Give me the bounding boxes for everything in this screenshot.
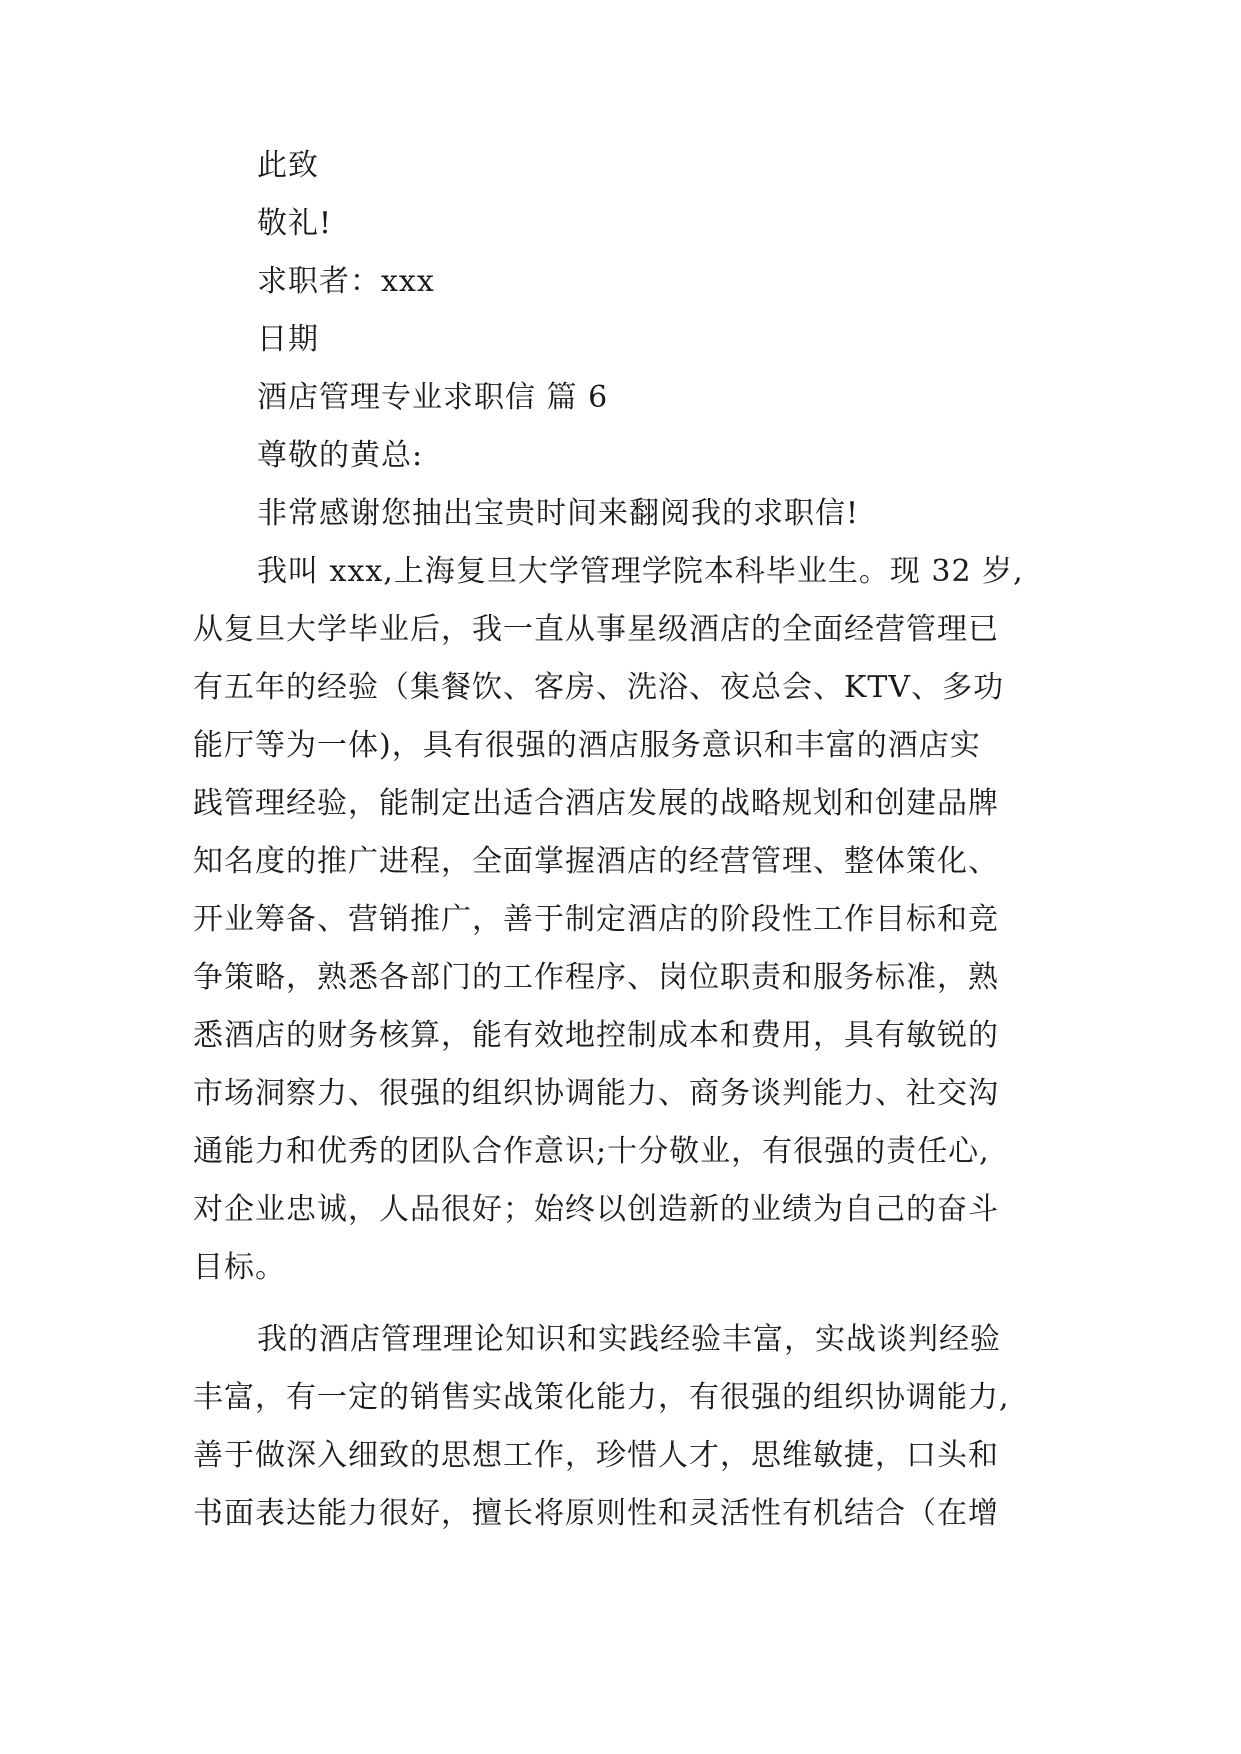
paragraph-line: 能厅等为一体)，具有很强的酒店服务意识和丰富的酒店实: [193, 728, 981, 763]
paragraph-line: 善于做深入细致的思想工作，珍惜人才，思维敏捷，口头和: [193, 1438, 999, 1473]
paragraph-line: 争策略，熟悉各部门的工作程序、岗位职责和服务标准，熟: [193, 960, 999, 995]
paragraph-line: 从复旦大学毕业后，我一直从事星级酒店的全面经营管理已: [193, 612, 999, 647]
paragraph-line: 书面表达能力很好，擅长将原则性和灵活性有机结合（在增: [193, 1496, 999, 1531]
closing-salutation: 此致: [257, 148, 319, 183]
paragraph-line: 悉酒店的财务核算，能有效地控制成本和费用，具有敏锐的: [193, 1018, 999, 1053]
date-line: 日期: [257, 322, 319, 357]
paragraph-line: 对企业忠诚，人品很好；始终以创造新的业绩为自己的奋斗: [193, 1192, 999, 1227]
paragraph-line: 有五年的经验（集餐饮、客房、洗浴、夜总会、KTV、多功: [193, 670, 1005, 705]
paragraph-line: 目标。: [193, 1250, 286, 1285]
paragraph-line: 我叫 xxx,上海复旦大学管理学院本科毕业生。现 32 岁,: [257, 554, 1024, 589]
paragraph-line: 践管理经验，能制定出适合酒店发展的战略规划和创建品牌: [193, 786, 999, 821]
section-title: 酒店管理专业求职信 篇 6: [257, 380, 609, 415]
signature-line: 求职者：xxx: [257, 264, 435, 299]
paragraph-2: [193, 1311, 1053, 1543]
closing-regards: 敬礼!: [257, 206, 333, 241]
paragraph-1: [193, 543, 1053, 1297]
paragraph-line: 我的酒店管理理论知识和实践经验丰富，实战谈判经验: [257, 1322, 1001, 1357]
paragraph-line: 知名度的推广进程，全面掌握酒店的经营管理、整体策化、: [193, 844, 999, 879]
paragraph-line: 市场洞察力、很强的组织协调能力、商务谈判能力、社交沟: [193, 1076, 999, 1111]
document-body: [193, 137, 1053, 1543]
thanks-line: 非常感谢您抽出宝贵时间来翻阅我的求职信!: [257, 496, 860, 531]
greeting-line: 尊敬的黄总:: [257, 438, 424, 473]
paragraph-gap: [193, 1297, 1053, 1311]
paragraph-line: 通能力和优秀的团队合作意识;十分敬业，有很强的责任心,: [193, 1134, 990, 1169]
paragraph-line: 开业筹备、营销推广，善于制定酒店的阶段性工作目标和竞: [193, 902, 999, 937]
paragraph-line: 丰富，有一定的销售实战策化能力，有很强的组织协调能力,: [193, 1380, 1010, 1415]
